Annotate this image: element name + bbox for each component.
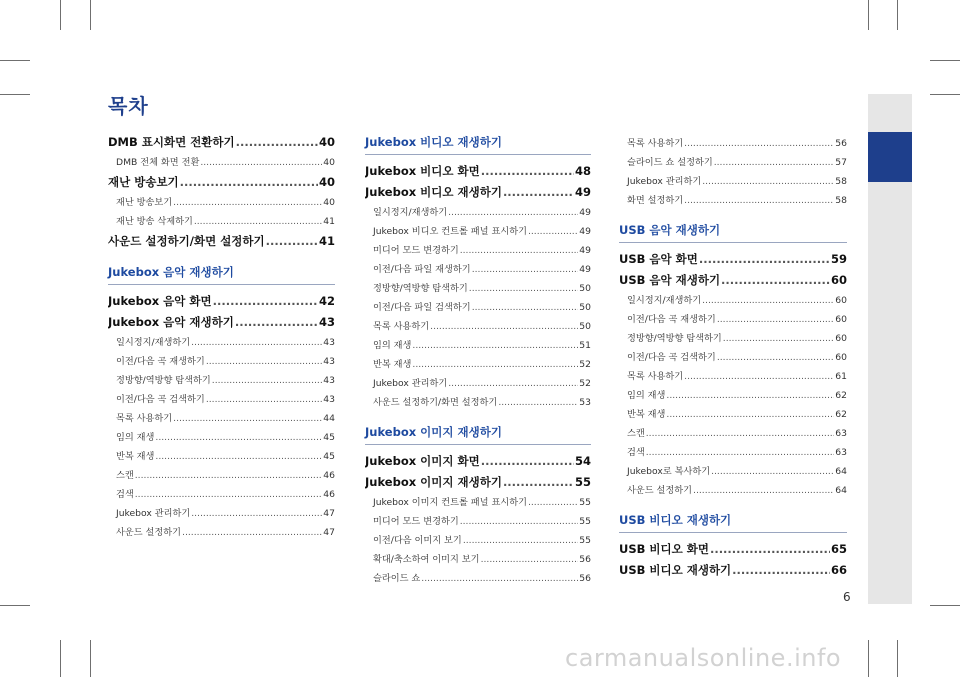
toc-entry-minor[interactable] bbox=[619, 310, 847, 329]
crop-mark bbox=[930, 60, 960, 61]
toc-entry-minor[interactable] bbox=[108, 193, 335, 212]
dot-leader bbox=[206, 390, 322, 409]
dot-leader bbox=[702, 291, 834, 310]
section-gap bbox=[619, 210, 847, 220]
toc-entry-major[interactable] bbox=[108, 132, 335, 153]
toc-entry-minor[interactable] bbox=[108, 371, 335, 390]
toc-entry-minor[interactable] bbox=[108, 523, 335, 542]
toc-entry-minor[interactable] bbox=[365, 260, 591, 279]
toc-entry-minor[interactable] bbox=[365, 336, 591, 355]
toc-entry-major[interactable] bbox=[365, 161, 591, 182]
toc-entry-title: 이전/다음 파일 검색하기 bbox=[373, 302, 471, 313]
toc-entry-title: 정방향/역방향 탐색하기 bbox=[373, 283, 468, 294]
toc-entry-major[interactable] bbox=[619, 249, 847, 270]
toc-entry-page: 44 bbox=[323, 413, 335, 424]
dot-leader bbox=[721, 270, 830, 291]
toc-entry-minor[interactable] bbox=[619, 481, 847, 500]
toc-entry-page: 45 bbox=[323, 451, 335, 462]
toc-entry-title: 반복 재생 bbox=[627, 409, 666, 420]
section-heading: Jukebox 이미지 재생하기 bbox=[365, 422, 591, 445]
toc-entry-minor[interactable] bbox=[619, 386, 847, 405]
dot-leader bbox=[528, 222, 578, 241]
toc-entry-major[interactable] bbox=[365, 451, 591, 472]
section-heading: Jukebox 음악 재생하기 bbox=[108, 262, 335, 285]
toc-entry-minor[interactable] bbox=[108, 428, 335, 447]
toc-entry-title: 정방향/역방향 탐색하기 bbox=[627, 333, 722, 344]
toc-entry-title: 이전/다음 곡 검색하기 bbox=[116, 394, 205, 405]
toc-entry-title: Jukebox 음악 재생하기 bbox=[108, 315, 234, 329]
toc-entry-title: 일시정지/재생하기 bbox=[116, 337, 191, 348]
dot-leader bbox=[206, 352, 322, 371]
toc-entry-page: 40 bbox=[323, 197, 335, 208]
dot-leader bbox=[702, 172, 834, 191]
dot-leader bbox=[182, 523, 322, 542]
toc-entry-title: 일시정지/재생하기 bbox=[627, 295, 702, 306]
crop-mark bbox=[930, 94, 960, 95]
toc-entry-title: 사운드 설정하기/화면 설정하기 bbox=[373, 397, 498, 408]
toc-entry-minor[interactable] bbox=[365, 569, 591, 588]
dot-leader bbox=[469, 279, 579, 298]
toc-entry-page: 40 bbox=[318, 175, 335, 189]
section-heading: USB 비디오 재생하기 bbox=[619, 510, 847, 533]
toc-entry-minor[interactable] bbox=[619, 367, 847, 386]
toc-entry-minor[interactable] bbox=[108, 333, 335, 352]
toc-entry-title: 임의 재생 bbox=[373, 340, 412, 351]
toc-entry-page: 53 bbox=[579, 397, 591, 408]
toc-entry-title: 이전/다음 곡 검색하기 bbox=[627, 352, 716, 363]
toc-entry-title: 임의 재생 bbox=[627, 390, 666, 401]
toc-entry-minor[interactable] bbox=[619, 443, 847, 462]
toc-entry-minor[interactable] bbox=[619, 153, 847, 172]
toc-entry-page: 52 bbox=[579, 378, 591, 389]
toc-entry-page: 55 bbox=[579, 535, 591, 546]
toc-entry-minor[interactable] bbox=[619, 405, 847, 424]
toc-entry-title: 검색 bbox=[116, 489, 134, 500]
toc-entry-page: 47 bbox=[323, 508, 335, 519]
toc-entry-title: 재난 방송보기 bbox=[108, 175, 179, 189]
crop-mark bbox=[868, 0, 869, 30]
toc-entry-minor[interactable] bbox=[365, 203, 591, 222]
toc-entry-page: 43 bbox=[323, 356, 335, 367]
page-number: 6 bbox=[843, 590, 851, 604]
toc-entry-title: USB 음악 화면 bbox=[619, 252, 698, 266]
toc-entry-page: 54 bbox=[574, 454, 591, 468]
dot-leader bbox=[135, 466, 323, 485]
crop-mark bbox=[0, 60, 30, 61]
toc-entry-title: Jukebox로 복사하기 bbox=[627, 466, 711, 477]
dot-leader bbox=[448, 203, 578, 222]
toc-entry-page: 45 bbox=[323, 432, 335, 443]
watermark: carmanualsonline.info bbox=[565, 644, 842, 672]
crop-mark bbox=[90, 640, 91, 677]
dot-leader bbox=[503, 472, 574, 493]
crop-mark bbox=[0, 605, 30, 606]
toc-entry-title: Jukebox 관리하기 bbox=[627, 176, 702, 187]
dot-leader bbox=[430, 317, 578, 336]
toc-entry-minor[interactable] bbox=[108, 485, 335, 504]
section-gap bbox=[108, 252, 335, 262]
dot-leader bbox=[412, 336, 578, 355]
dot-leader bbox=[481, 550, 579, 569]
toc-entry-title: Jukebox 이미지 컨트롤 패널 표시하기 bbox=[373, 497, 527, 508]
dot-leader bbox=[693, 481, 834, 500]
toc-entry-title: Jukebox 이미지 재생하기 bbox=[365, 475, 502, 489]
dot-leader bbox=[266, 231, 318, 252]
toc-entry-title: 검색 bbox=[627, 447, 645, 458]
dot-leader bbox=[646, 424, 835, 443]
toc-entry-title: 미디어 모드 변경하기 bbox=[373, 245, 459, 256]
toc-entry-title: DMB 표시화면 전환하기 bbox=[108, 135, 235, 149]
dot-leader bbox=[472, 298, 579, 317]
crop-mark bbox=[60, 0, 61, 30]
toc-entry-minor[interactable] bbox=[365, 355, 591, 374]
toc-entry-minor[interactable] bbox=[108, 390, 335, 409]
toc-entry-page: 46 bbox=[323, 470, 335, 481]
toc-entry-page: 49 bbox=[579, 264, 591, 275]
toc-entry-minor[interactable] bbox=[365, 317, 591, 336]
dot-leader bbox=[421, 569, 578, 588]
toc-entry-title: Jukebox 관리하기 bbox=[373, 378, 448, 389]
toc-entry-page: 55 bbox=[579, 516, 591, 527]
dot-leader bbox=[200, 153, 322, 172]
toc-entry-page: 60 bbox=[835, 352, 847, 363]
toc-entry-page: 43 bbox=[323, 375, 335, 386]
dot-leader bbox=[684, 134, 834, 153]
toc-entry-title: Jukebox 음악 화면 bbox=[108, 294, 212, 308]
toc-entry-title: 재난 방송 삭제하기 bbox=[116, 216, 193, 227]
toc-entry-title: USB 비디오 화면 bbox=[619, 542, 709, 556]
toc-entry-title: 정방향/역방향 탐색하기 bbox=[116, 375, 211, 386]
dot-leader bbox=[710, 539, 830, 560]
dot-leader bbox=[717, 310, 834, 329]
toc-entry-page: 60 bbox=[835, 333, 847, 344]
toc-entry-minor[interactable] bbox=[108, 352, 335, 371]
dot-leader bbox=[191, 504, 322, 523]
toc-entry-major[interactable] bbox=[108, 172, 335, 193]
toc-entry-page: 63 bbox=[835, 447, 847, 458]
toc-entry-page: 55 bbox=[579, 497, 591, 508]
toc-entry-title: 스캔 bbox=[116, 470, 134, 481]
toc-entry-title: 목록 사용하기 bbox=[373, 321, 430, 332]
toc-entry-title: 재난 방송보기 bbox=[116, 197, 173, 208]
toc-entry-page: 65 bbox=[830, 542, 847, 556]
toc-entry-page: 66 bbox=[830, 563, 847, 577]
dot-leader bbox=[194, 212, 322, 231]
toc-entry-page: 64 bbox=[835, 466, 847, 477]
dot-leader bbox=[213, 291, 318, 312]
toc-entry-title: 사운드 설정하기/화면 설정하기 bbox=[108, 234, 265, 248]
dot-leader bbox=[717, 348, 834, 367]
toc-entry-minor[interactable] bbox=[365, 550, 591, 569]
dot-leader bbox=[528, 493, 578, 512]
toc-entry-minor[interactable] bbox=[108, 153, 335, 172]
toc-entry-page: 40 bbox=[323, 157, 335, 168]
toc-entry-minor[interactable] bbox=[108, 409, 335, 428]
toc-entry-page: 60 bbox=[835, 314, 847, 325]
toc-entry-page: 56 bbox=[579, 573, 591, 584]
toc-entry-page: 50 bbox=[579, 302, 591, 313]
toc-entry-page: 62 bbox=[835, 390, 847, 401]
dot-leader bbox=[684, 191, 834, 210]
crop-mark bbox=[0, 94, 30, 95]
toc-entry-page: 55 bbox=[574, 475, 591, 489]
toc-entry-page: 49 bbox=[579, 226, 591, 237]
toc-entry-title: 목록 사용하기 bbox=[627, 138, 684, 149]
toc-entry-minor[interactable] bbox=[619, 291, 847, 310]
dot-leader bbox=[481, 451, 574, 472]
toc-entry-minor[interactable] bbox=[619, 348, 847, 367]
toc-entry-minor[interactable] bbox=[619, 329, 847, 348]
dot-leader bbox=[732, 560, 830, 581]
toc-entry-minor[interactable] bbox=[108, 504, 335, 523]
toc-entry-title: 스캔 bbox=[627, 428, 645, 439]
toc-entry-page: 51 bbox=[579, 340, 591, 351]
dot-leader bbox=[503, 182, 574, 203]
toc-entry-minor[interactable] bbox=[365, 222, 591, 241]
toc-entry-major[interactable] bbox=[365, 182, 591, 203]
chapter-index-tab bbox=[868, 132, 912, 182]
toc-entry-page: 40 bbox=[318, 135, 335, 149]
toc-entry-page: 41 bbox=[323, 216, 335, 227]
toc-entry-page: 60 bbox=[835, 295, 847, 306]
toc-entry-title: 반복 재생 bbox=[373, 359, 412, 370]
dot-leader bbox=[155, 447, 322, 466]
toc-entry-major[interactable] bbox=[619, 270, 847, 291]
toc-entry-title: 목록 사용하기 bbox=[627, 371, 684, 382]
toc-entry-minor[interactable] bbox=[619, 172, 847, 191]
toc-entry-page: 49 bbox=[579, 245, 591, 256]
toc-entry-page: 50 bbox=[579, 321, 591, 332]
dot-leader bbox=[684, 367, 834, 386]
toc-entry-title: 확대/축소하여 이미지 보기 bbox=[373, 554, 480, 565]
toc-entry-minor[interactable] bbox=[619, 134, 847, 153]
toc-entry-page: 60 bbox=[830, 273, 847, 287]
dot-leader bbox=[711, 462, 834, 481]
toc-entry-page: 41 bbox=[318, 234, 335, 248]
toc-entry-minor[interactable] bbox=[108, 212, 335, 231]
toc-entry-title: Jukebox 이미지 화면 bbox=[365, 454, 480, 468]
dot-leader bbox=[412, 355, 578, 374]
dot-leader bbox=[191, 333, 322, 352]
toc-entry-major[interactable] bbox=[108, 291, 335, 312]
crop-mark bbox=[930, 605, 960, 606]
dot-leader bbox=[498, 393, 578, 412]
toc-entry-page: 43 bbox=[323, 337, 335, 348]
toc-entry-page: 64 bbox=[835, 485, 847, 496]
toc-entry-title: Jukebox 비디오 컨트롤 패널 표시하기 bbox=[373, 226, 527, 237]
toc-entry-page: 58 bbox=[835, 195, 847, 206]
toc-entry-title: USB 비디오 재생하기 bbox=[619, 563, 732, 577]
toc-entry-minor[interactable] bbox=[619, 191, 847, 210]
crop-mark bbox=[897, 0, 898, 30]
toc-entry-minor[interactable] bbox=[619, 462, 847, 481]
toc-entry-title: Jukebox 관리하기 bbox=[116, 508, 191, 519]
dot-leader bbox=[646, 443, 835, 462]
toc-entry-title: 이전/다음 이미지 보기 bbox=[373, 535, 462, 546]
toc-entry-page: 62 bbox=[835, 409, 847, 420]
toc-entry-minor[interactable] bbox=[365, 512, 591, 531]
toc-entry-page: 48 bbox=[574, 164, 591, 178]
toc-entry-title: DMB 전체 화면 전환 bbox=[116, 157, 200, 168]
toc-entry-page: 58 bbox=[835, 176, 847, 187]
toc-entry-title: USB 음악 재생하기 bbox=[619, 273, 721, 287]
toc-entry-minor[interactable] bbox=[619, 424, 847, 443]
dot-leader bbox=[212, 371, 323, 390]
toc-entry-major[interactable] bbox=[619, 560, 847, 581]
toc-entry-page: 43 bbox=[318, 315, 335, 329]
section-heading: Jukebox 비디오 재생하기 bbox=[365, 132, 591, 155]
toc-entry-minor[interactable] bbox=[108, 447, 335, 466]
dot-leader bbox=[235, 312, 318, 333]
toc-entry-minor[interactable] bbox=[365, 279, 591, 298]
toc-column-2 bbox=[365, 132, 591, 588]
toc-entry-page: 50 bbox=[579, 283, 591, 294]
toc-entry-page: 56 bbox=[579, 554, 591, 565]
crop-mark bbox=[90, 0, 91, 30]
toc-entry-page: 59 bbox=[830, 252, 847, 266]
toc-entry-page: 49 bbox=[574, 185, 591, 199]
dot-leader bbox=[666, 386, 834, 405]
toc-entry-title: Jukebox 비디오 재생하기 bbox=[365, 185, 502, 199]
dot-leader bbox=[460, 241, 579, 260]
dot-leader bbox=[666, 405, 834, 424]
toc-entry-page: 49 bbox=[579, 207, 591, 218]
crop-mark bbox=[60, 640, 61, 677]
toc-entry-minor[interactable] bbox=[365, 493, 591, 512]
toc-column-3 bbox=[619, 134, 847, 581]
toc-entry-page: 56 bbox=[835, 138, 847, 149]
dot-leader bbox=[173, 409, 322, 428]
toc-entry-page: 63 bbox=[835, 428, 847, 439]
toc-entry-minor[interactable] bbox=[108, 466, 335, 485]
page-title: 목차 bbox=[108, 94, 149, 118]
toc-entry-title: 반복 재생 bbox=[116, 451, 155, 462]
crop-mark bbox=[897, 640, 898, 677]
toc-entry-page: 61 bbox=[835, 371, 847, 382]
toc-entry-minor[interactable] bbox=[365, 374, 591, 393]
dot-leader bbox=[448, 374, 578, 393]
toc-entry-minor[interactable] bbox=[365, 241, 591, 260]
crop-mark bbox=[868, 640, 869, 677]
dot-leader bbox=[180, 172, 318, 193]
dot-leader bbox=[173, 193, 322, 212]
toc-entry-minor[interactable] bbox=[365, 298, 591, 317]
toc-entry-major[interactable] bbox=[108, 312, 335, 333]
toc-entry-title: 이전/다음 파일 재생하기 bbox=[373, 264, 471, 275]
toc-entry-title: 이전/다음 곡 재생하기 bbox=[116, 356, 205, 367]
section-gap bbox=[619, 500, 847, 510]
dot-leader bbox=[463, 531, 578, 550]
dot-leader bbox=[236, 132, 318, 153]
dot-leader bbox=[723, 329, 835, 348]
toc-entry-title: 임의 재생 bbox=[116, 432, 155, 443]
toc-entry-page: 57 bbox=[835, 157, 847, 168]
section-gap bbox=[365, 412, 591, 422]
toc-entry-major[interactable] bbox=[619, 539, 847, 560]
toc-column-1 bbox=[108, 132, 335, 542]
toc-entry-major[interactable] bbox=[365, 472, 591, 493]
dot-leader bbox=[460, 512, 579, 531]
dot-leader bbox=[699, 249, 830, 270]
toc-entry-title: 목록 사용하기 bbox=[116, 413, 173, 424]
toc-entry-page: 52 bbox=[579, 359, 591, 370]
toc-entry-title: 미디어 모드 변경하기 bbox=[373, 516, 459, 527]
dot-leader bbox=[135, 485, 323, 504]
toc-entry-page: 46 bbox=[323, 489, 335, 500]
toc-entry-minor[interactable] bbox=[365, 531, 591, 550]
toc-entry-title: 사운드 설정하기 bbox=[116, 527, 182, 538]
toc-entry-major[interactable] bbox=[108, 231, 335, 252]
toc-entry-title: 이전/다음 곡 재생하기 bbox=[627, 314, 716, 325]
dot-leader bbox=[472, 260, 579, 279]
toc-entry-title: 슬라이드 쇼 설정하기 bbox=[627, 157, 713, 168]
dot-leader bbox=[481, 161, 574, 182]
toc-entry-page: 43 bbox=[323, 394, 335, 405]
toc-entry-title: 화면 설정하기 bbox=[627, 195, 684, 206]
toc-entry-page: 47 bbox=[323, 527, 335, 538]
toc-entry-page: 42 bbox=[318, 294, 335, 308]
dot-leader bbox=[155, 428, 322, 447]
toc-entry-title: 슬라이드 쇼 bbox=[373, 573, 421, 584]
toc-entry-title: 일시정지/재생하기 bbox=[373, 207, 448, 218]
toc-entry-title: Jukebox 비디오 화면 bbox=[365, 164, 480, 178]
dot-leader bbox=[714, 153, 835, 172]
toc-entry-title: 사운드 설정하기 bbox=[627, 485, 693, 496]
toc-entry-minor[interactable] bbox=[365, 393, 591, 412]
section-heading: USB 음악 재생하기 bbox=[619, 220, 847, 243]
